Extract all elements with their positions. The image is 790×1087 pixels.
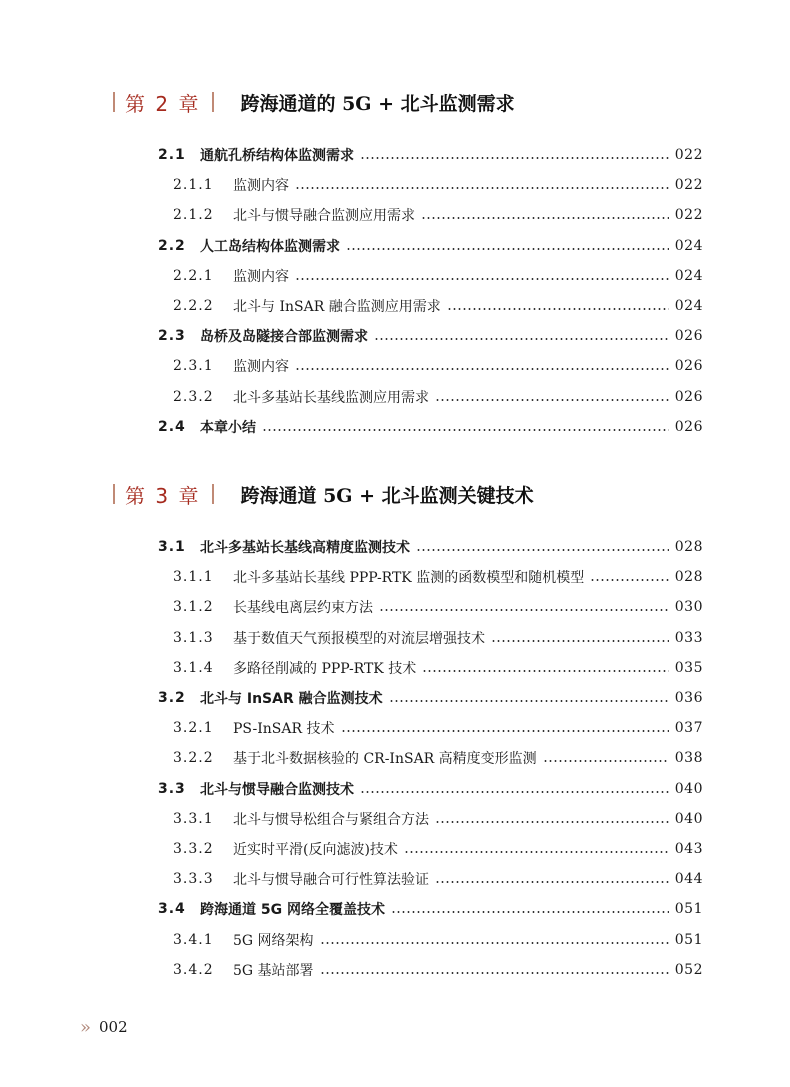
entry-number: 3.4.2 xyxy=(173,961,214,978)
entry-number: 3.1.3 xyxy=(173,629,214,646)
dot-leader xyxy=(360,157,669,159)
toc-subsection-entry[interactable] xyxy=(173,837,703,861)
entry-title: 监测内容 xyxy=(233,178,289,195)
entry-page-number: 026 xyxy=(674,328,703,345)
toc-subsection-entry[interactable] xyxy=(173,354,703,378)
entry-title: 长基线电离层约束方法 xyxy=(233,600,373,617)
toc-section-entry[interactable] xyxy=(158,897,703,921)
entry-title: 北斗多基站长基线监测应用需求 xyxy=(233,389,429,406)
entry-page-number: 033 xyxy=(674,629,703,646)
dot-leader xyxy=(491,640,669,642)
dot-leader xyxy=(295,368,669,370)
dot-leader xyxy=(422,670,669,672)
chapter-number: 第 3 章 xyxy=(125,483,201,508)
entry-title: 基于数值天气预报模型的对流层增强技术 xyxy=(233,630,485,647)
toc-subsection-entry[interactable] xyxy=(173,203,703,227)
dot-leader xyxy=(320,942,669,944)
entry-number: 2.3 xyxy=(158,328,186,345)
entry-page-number: 038 xyxy=(674,750,703,767)
entry-page-number: 028 xyxy=(674,569,703,586)
entry-page-number: 040 xyxy=(674,810,703,827)
entry-number: 3.1 xyxy=(158,539,186,555)
entry-number: 2.1.2 xyxy=(173,207,214,224)
chapter-bar-right xyxy=(212,92,214,112)
dot-leader xyxy=(295,187,669,189)
entry-number: 2.1 xyxy=(158,147,186,163)
chapter-bar-right xyxy=(212,484,214,504)
entry-page-number: 037 xyxy=(674,720,703,737)
entry-title: 北斗与惯导松组合与紧组合方法 xyxy=(233,811,429,828)
toc-subsection-entry[interactable] xyxy=(173,264,703,288)
dot-leader xyxy=(262,429,669,431)
toc-subsection-entry[interactable] xyxy=(173,626,703,650)
entry-page-number: 036 xyxy=(674,690,703,706)
entry-page-number: 026 xyxy=(674,358,703,375)
entry-number: 3.1.1 xyxy=(173,569,214,586)
entry-title: 本章小结 xyxy=(200,419,256,436)
dot-leader xyxy=(320,972,669,974)
toc-section-entry[interactable] xyxy=(158,234,703,258)
entry-title: 北斗与 InSAR 融合监测技术 xyxy=(200,691,383,707)
dot-leader xyxy=(379,609,669,611)
entry-title: 北斗与 InSAR 融合监测应用需求 xyxy=(233,299,441,315)
entry-title: PS-InSAR 技术 xyxy=(233,721,335,738)
toc-section-entry[interactable] xyxy=(158,777,703,801)
dot-leader xyxy=(435,881,669,883)
entry-page-number: 035 xyxy=(674,659,703,676)
chapter-number: 第 2 章 xyxy=(125,91,201,116)
entry-number: 3.2 xyxy=(158,690,186,706)
entry-title: 北斗多基站长基线 PPP-RTK 监测的函数模型和随机模型 xyxy=(233,570,585,587)
entry-title: 北斗多基站长基线高精度监测技术 xyxy=(200,540,410,556)
chapter-2-heading xyxy=(113,84,515,120)
dot-leader xyxy=(295,278,669,280)
dot-leader xyxy=(543,760,669,762)
entry-page-number: 052 xyxy=(674,961,703,978)
entry-title: 岛桥及岛隧接合部监测需求 xyxy=(200,329,368,346)
chapter-3-heading xyxy=(113,476,534,512)
entry-page-number: 024 xyxy=(674,237,703,254)
toc-subsection-entry[interactable] xyxy=(173,716,703,740)
toc-subsection-entry[interactable] xyxy=(173,565,703,589)
entry-number: 2.4 xyxy=(158,418,186,435)
entry-title: 5G 基站部署 xyxy=(233,962,314,979)
dot-leader xyxy=(590,579,669,581)
entry-title: 近实时平滑(反向滤波)技术 xyxy=(233,842,398,858)
entry-number: 3.2.1 xyxy=(173,720,214,737)
dot-leader xyxy=(391,911,669,913)
toc-section-entry[interactable] xyxy=(158,535,703,559)
page-number: 002 xyxy=(99,1018,128,1036)
dot-leader xyxy=(389,700,669,702)
entry-number: 3.3.3 xyxy=(173,871,214,888)
entry-page-number: 040 xyxy=(674,780,703,797)
entry-page-number: 022 xyxy=(674,177,703,194)
dot-leader xyxy=(435,399,669,401)
toc-section-entry[interactable] xyxy=(158,324,703,348)
toc-section-entry[interactable] xyxy=(158,143,703,167)
entry-number: 2.1.1 xyxy=(173,177,214,194)
entry-title: 5G 网络架构 xyxy=(233,932,314,949)
entry-page-number: 024 xyxy=(674,298,703,314)
toc-subsection-entry[interactable] xyxy=(173,807,703,831)
entry-page-number: 026 xyxy=(674,388,703,405)
entry-number: 3.3.1 xyxy=(173,810,214,827)
entry-number: 3.3 xyxy=(158,780,186,797)
entry-page-number: 026 xyxy=(674,418,703,435)
chapter-title: 跨海通道的 5G + 北斗监测需求 xyxy=(240,92,515,115)
entry-title: 监测内容 xyxy=(233,359,289,376)
entry-number: 3.3.2 xyxy=(173,841,214,857)
toc-subsection-entry[interactable] xyxy=(173,958,703,982)
toc-subsection-entry[interactable] xyxy=(173,173,703,197)
dot-leader xyxy=(404,851,669,853)
entry-page-number: 051 xyxy=(674,901,703,918)
page-footer xyxy=(80,1015,128,1039)
entry-title: 通航孔桥结构体监测需求 xyxy=(200,148,354,164)
entry-page-number: 028 xyxy=(674,539,703,555)
dot-leader xyxy=(360,791,669,793)
entry-number: 2.3.2 xyxy=(173,388,214,405)
entry-number: 3.4 xyxy=(158,901,186,918)
dot-leader xyxy=(416,549,669,551)
entry-title: 北斗与惯导融合监测技术 xyxy=(200,781,354,798)
entry-number: 2.2.1 xyxy=(173,267,214,284)
toc-subsection-entry[interactable] xyxy=(173,294,703,318)
dot-leader xyxy=(374,338,669,340)
entry-page-number: 044 xyxy=(674,871,703,888)
entry-title: 北斗与惯导融合监测应用需求 xyxy=(233,208,415,225)
entry-title: 基于北斗数据核验的 CR-InSAR 高精度变形监测 xyxy=(233,751,537,768)
chapter-title: 跨海通道 5G + 北斗监测关键技术 xyxy=(240,484,534,507)
toc-subsection-entry[interactable] xyxy=(173,746,703,770)
toc-section-entry[interactable] xyxy=(158,686,703,710)
entry-number: 2.3.1 xyxy=(173,358,214,375)
entry-number: 2.2.2 xyxy=(173,298,214,314)
toc-subsection-entry[interactable] xyxy=(173,385,703,409)
entry-page-number: 043 xyxy=(674,841,703,857)
entry-number: 3.1.4 xyxy=(173,659,214,676)
chevron-double-right-icon: » xyxy=(80,1016,92,1038)
entry-page-number: 024 xyxy=(674,267,703,284)
toc-subsection-entry[interactable] xyxy=(173,656,703,680)
entry-title: 监测内容 xyxy=(233,268,289,285)
entry-title: 跨海通道 5G 网络全覆盖技术 xyxy=(200,902,385,919)
dot-leader xyxy=(341,730,669,732)
entry-number: 3.1.2 xyxy=(173,599,214,616)
entry-page-number: 022 xyxy=(674,147,703,163)
toc-subsection-entry[interactable] xyxy=(173,867,703,891)
dot-leader xyxy=(421,217,669,219)
dot-leader xyxy=(435,821,669,823)
entry-title: 人工岛结构体监测需求 xyxy=(200,238,340,255)
toc-section-entry[interactable] xyxy=(158,415,703,439)
toc-subsection-entry[interactable] xyxy=(173,595,703,619)
entry-page-number: 022 xyxy=(674,207,703,224)
dot-leader xyxy=(346,248,669,250)
entry-number: 3.2.2 xyxy=(173,750,214,767)
entry-number: 2.2 xyxy=(158,237,186,254)
entry-title: 多路径削减的 PPP-RTK 技术 xyxy=(233,660,417,677)
toc-subsection-entry[interactable] xyxy=(173,928,703,952)
entry-title: 北斗与惯导融合可行性算法验证 xyxy=(233,872,429,889)
entry-page-number: 051 xyxy=(674,931,703,948)
entry-number: 3.4.1 xyxy=(173,931,214,948)
entry-page-number: 030 xyxy=(674,599,703,616)
dot-leader xyxy=(447,308,669,310)
